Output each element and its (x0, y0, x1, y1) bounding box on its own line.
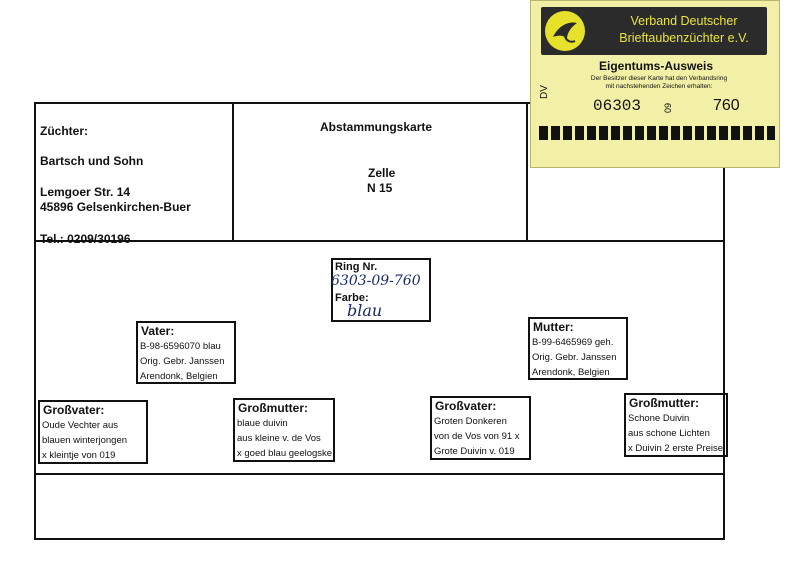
father-label: Vater: (141, 324, 175, 338)
grandparent-label: Großmutter: (629, 396, 699, 410)
mother-line1: B-99-6465969 geh. (532, 337, 614, 348)
grandparent-label: Großvater: (435, 399, 497, 413)
grandparent-label: Großmutter: (238, 401, 308, 415)
cell-value: N 15 (367, 181, 393, 195)
grandparent-line1: Groten Donkeren (434, 416, 507, 427)
father-line1: B-98-6596070 blau (140, 341, 221, 352)
card-dv: DV (539, 85, 550, 99)
mother-line2: Orig. Gebr. Janssen (532, 352, 617, 363)
breeder-street: Lemgoer Str. 14 (40, 185, 131, 199)
header-divider (34, 240, 725, 242)
ring-value: 6303-09-760 (331, 273, 421, 289)
card-year: 09 (663, 102, 674, 114)
card-org-line1: Verband Deutscher (630, 14, 738, 28)
grandparent-line1: Oude Vechter aus (42, 420, 119, 431)
card-org-name (599, 13, 769, 47)
grandparent-line2: aus kleine v. de Vos (237, 433, 321, 444)
grandparent-line3: Grote Duivin v. 019 (434, 446, 515, 457)
father-box (136, 321, 236, 384)
card-text-line2: mit nachstehenden Zeichen erhalten: (605, 83, 713, 90)
grandparent-line2: von de Vos von 91 x (434, 431, 520, 442)
grandparent-line3: x goed blau geelogske (237, 448, 333, 459)
mother-box (528, 317, 628, 380)
cell-label: Zelle (368, 166, 396, 180)
footer-divider (34, 473, 725, 475)
card-ownership-text (559, 75, 759, 91)
father-line3: Arendonk, Belgien (140, 371, 218, 382)
color-value: blau (347, 301, 383, 320)
card-ring: 760 (713, 97, 740, 114)
grandfather-maternal-box (430, 396, 531, 460)
grandmother-paternal-box (233, 398, 335, 462)
grandfather-paternal-box (38, 400, 148, 464)
grandparent-line1: Schone Duivin (628, 413, 690, 424)
ring-box (331, 258, 431, 322)
mother-label: Mutter: (533, 320, 574, 334)
dove-logo-icon (545, 11, 585, 51)
card-org-line2: Brieftaubenzüchter e.V. (619, 31, 749, 45)
mother-line3: Arendonk, Belgien (532, 367, 610, 378)
breeder-name: Bartsch und Sohn (40, 154, 144, 168)
card-title: Abstammungskarte (320, 120, 433, 134)
ownership-card (530, 0, 780, 168)
grandparent-label: Großvater: (43, 403, 105, 417)
color-label: Farbe: (335, 292, 369, 304)
breeder-city: 45896 Gelsenkirchen-Buer (40, 200, 191, 214)
card-pattern-band (539, 126, 775, 140)
grandparent-line3: x Duivin 2 erste Preise (628, 443, 724, 454)
card-text-line1: Der Besitzer dieser Karte hat den Verbandsring (590, 75, 728, 82)
breeder-phone: Tel.: 0209/30196 (40, 232, 131, 246)
card-header (541, 7, 767, 55)
ring-label: Ring Nr. (335, 261, 378, 273)
grandparent-line2: aus schone Lichten (628, 428, 710, 439)
card-number: 06303 (593, 97, 642, 115)
grandparent-line2: blauen winterjongen (42, 435, 128, 446)
father-line2: Orig. Gebr. Janssen (140, 356, 225, 367)
column-divider-right (526, 102, 528, 242)
grandparent-line3: x kleintje von 019 (42, 450, 116, 461)
card-ownership-title: Eigentums-Ausweis (598, 59, 714, 73)
grandmother-maternal-box (624, 393, 728, 457)
column-divider-left (232, 102, 234, 242)
grandparent-line1: blaue duivin (237, 418, 288, 429)
breeder-label: Züchter: (40, 124, 88, 138)
